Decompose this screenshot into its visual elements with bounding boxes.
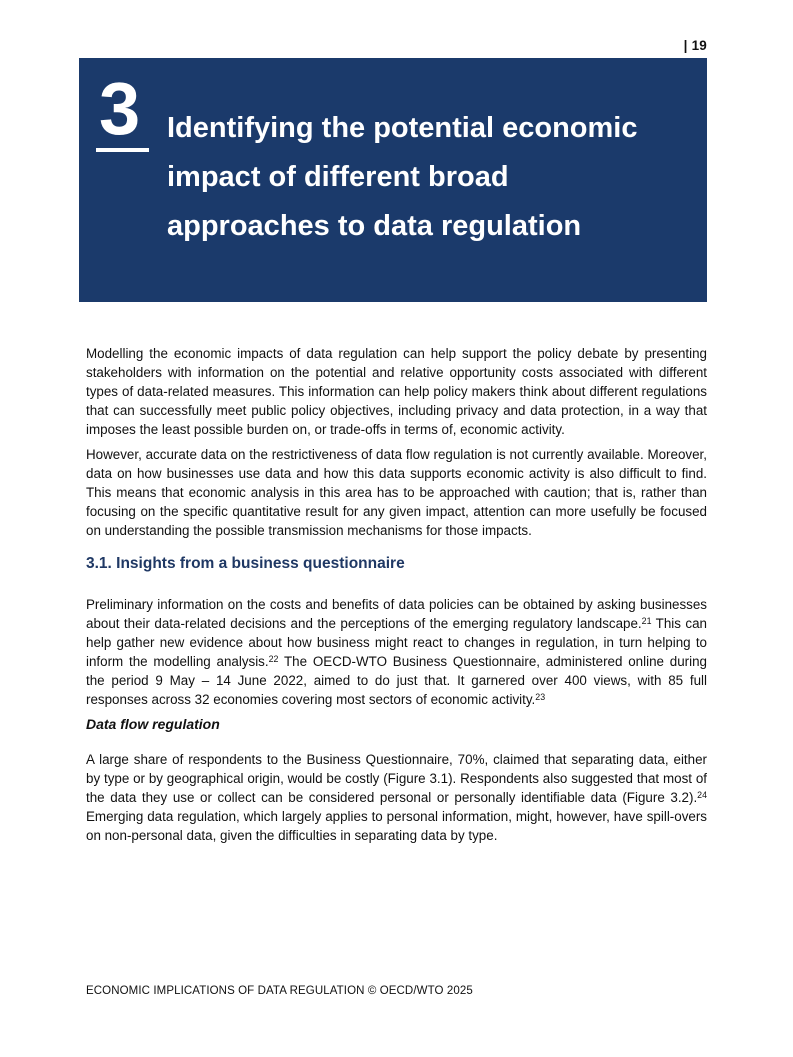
chapter-title — [167, 104, 637, 251]
chapter-number — [96, 67, 149, 152]
chapter-number-text: 3 — [96, 72, 149, 152]
text-segment: This can help gather new evidence about how business might react to changes in regulation, in turn helping to inform the modelling analysis. — [86, 616, 707, 669]
text-segment: Preliminary information on the costs and benefits of data policies can be obtained by asking businesses about their data-related decisions and the perceptions of the emerging regulatory landscape. — [86, 597, 707, 631]
footer-running-title: ECONOMIC IMPLICATIONS OF DATA REGULATION © OECD/WTO 2025 — [86, 985, 473, 997]
footnote-ref: 24 — [697, 790, 707, 801]
footnote-ref: 22 — [268, 654, 279, 665]
chapter-title-line-2: impact of different broad — [167, 161, 509, 193]
paragraph-modelling-impacts: Modelling the economic impacts of data regulation can help support the policy debate by presenting stakeholders with information on the potential and relative opportunity costs associated with different types of data-related measures. This information can help policy makers think about different regulations that can successfully meet public policy objectives, including privacy and data protection, in a way that imposes the least possible burden on, or trade-offs in terms of, economic activity. — [86, 346, 707, 437]
footnote-ref: 23 — [535, 692, 546, 703]
subsection-heading-data-flow-regulation: Data flow regulation — [86, 716, 220, 732]
chapter-banner — [79, 58, 707, 302]
section-heading-3-1: 3.1. Insights from a business questionnaire — [86, 555, 405, 572]
chapter-title-line-1: Identifying the potential economic — [167, 112, 638, 144]
chapter-title-line-3: approaches to data regulation — [167, 210, 582, 242]
paragraph-business-questionnaire — [86, 595, 707, 709]
text-segment: Emerging data regulation, which largely applies to personal information, might, however, have spill-overs on non-personal data, given the difficulties in separating data by type. — [86, 809, 707, 843]
paragraph-separating-data — [86, 750, 707, 845]
text-segment: A large share of respondents to the Business Questionnaire, 70%, claimed that separating data, either by type or by geographical origin, would be costly (Figure 3.1). Respondents also suggested that most of the data they use or collect can be considered personal or personally identifiable data (Figure 3.2). — [86, 752, 707, 805]
body-content — [86, 344, 707, 845]
paragraph-data-availability: However, accurate data on the restrictiveness of data flow regulation is not currently available. Moreover, data on how businesses use data and how this data supports economic activity is also difficult to find. This means that economic analysis in this area has to be approached with caution; that is, rather than focusing on the specific quantitative result for any given impact, attention can more usefully be focused on understanding the possible transmission mechanisms for those impacts. — [86, 447, 707, 538]
footnote-ref: 21 — [641, 616, 652, 627]
page-number: | 19 — [683, 38, 707, 53]
text-segment: The OECD-WTO Business Questionnaire, administered online during the period 9 May – 14 June 2022, aimed to do just that. It garnered over 400 views, with 85 full responses across 32 economies covering most sectors of economic activity. — [86, 654, 707, 707]
